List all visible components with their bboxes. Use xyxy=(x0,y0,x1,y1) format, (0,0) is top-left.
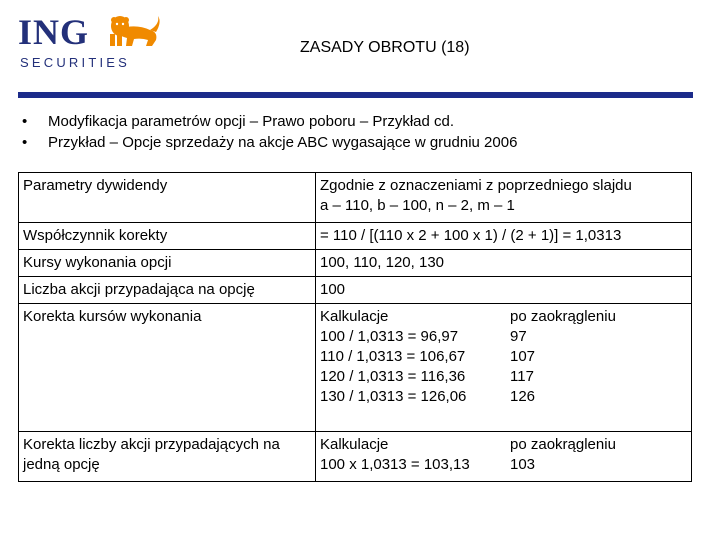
calc-header: Kalkulacje xyxy=(320,308,389,325)
rounded-header: po zaokrągleniu xyxy=(510,436,616,453)
calc-block xyxy=(320,435,687,475)
page-title: ZASADY OBROTU (18) xyxy=(300,39,470,56)
bullet-marker: • xyxy=(22,113,28,130)
lion-icon xyxy=(102,12,162,48)
rounded-value: 103 xyxy=(510,456,536,473)
row-value xyxy=(316,432,692,482)
bullet-item xyxy=(22,132,517,153)
bullet-list xyxy=(22,111,517,153)
table-row xyxy=(19,223,692,250)
row-value xyxy=(316,173,692,223)
dividend-note: Zgodnie z oznaczeniami z poprzedniego slajdu xyxy=(320,177,632,194)
rounded-value: 126 xyxy=(510,388,536,405)
header-rule xyxy=(18,92,693,98)
bullet-item xyxy=(22,111,517,132)
ing-securities-logo xyxy=(18,10,138,72)
rounded-column xyxy=(510,307,616,407)
options-parameters-table xyxy=(18,172,692,482)
row-value: 100, 110, 120, 130 xyxy=(316,250,692,277)
row-value: = 110 / [(110 x 2 + 100 x 1) / (2 + 1)] = 1,0313 xyxy=(316,223,692,250)
row-value: 100 xyxy=(316,277,692,304)
dividend-params: a – 110, b – 100, n – 2, m – 1 xyxy=(320,197,515,214)
rounded-column xyxy=(510,435,616,475)
table-row xyxy=(19,173,692,223)
table-row xyxy=(19,304,692,432)
calc-line: 130 / 1,0313 = 126,06 xyxy=(320,388,467,405)
row-label: Kursy wykonania opcji xyxy=(19,250,316,277)
row-label: Liczba akcji przypadająca na opcję xyxy=(19,277,316,304)
rounded-value: 107 xyxy=(510,348,536,365)
calc-line: 110 / 1,0313 = 106,67 xyxy=(320,348,466,365)
row-value xyxy=(316,304,692,432)
row-label: Korekta kursów wykonania xyxy=(19,304,316,432)
row-label: Korekta liczby akcji przypadających na jedną opcję xyxy=(19,432,316,482)
rounded-value: 117 xyxy=(510,368,534,385)
table-row xyxy=(19,277,692,304)
row-label: Współczynnik korekty xyxy=(19,223,316,250)
calc-line: 100 x 1,0313 = 103,13 xyxy=(320,456,470,473)
calc-column xyxy=(320,307,510,407)
rounded-header: po zaokrągleniu xyxy=(510,308,616,325)
rounded-value: 97 xyxy=(510,328,527,345)
calc-column xyxy=(320,435,510,475)
logo-subtitle: SECURITIES xyxy=(20,55,131,70)
row-label: Parametry dywidendy xyxy=(19,173,316,223)
table-row xyxy=(19,250,692,277)
bullet-text: Modyfikacja parametrów opcji – Prawo poboru – Przykład cd. xyxy=(48,113,455,130)
logo-brand: ING xyxy=(18,12,90,52)
calc-line: 120 / 1,0313 = 116,36 xyxy=(320,368,466,385)
calc-line: 100 / 1,0313 = 96,97 xyxy=(320,328,459,345)
calc-block xyxy=(320,307,687,407)
table-row xyxy=(19,432,692,482)
calc-header: Kalkulacje xyxy=(320,436,389,453)
bullet-marker: • xyxy=(22,134,28,151)
bullet-text: Przykład – Opcje sprzedaży na akcje ABC wygasające w grudniu 2006 xyxy=(48,134,518,151)
